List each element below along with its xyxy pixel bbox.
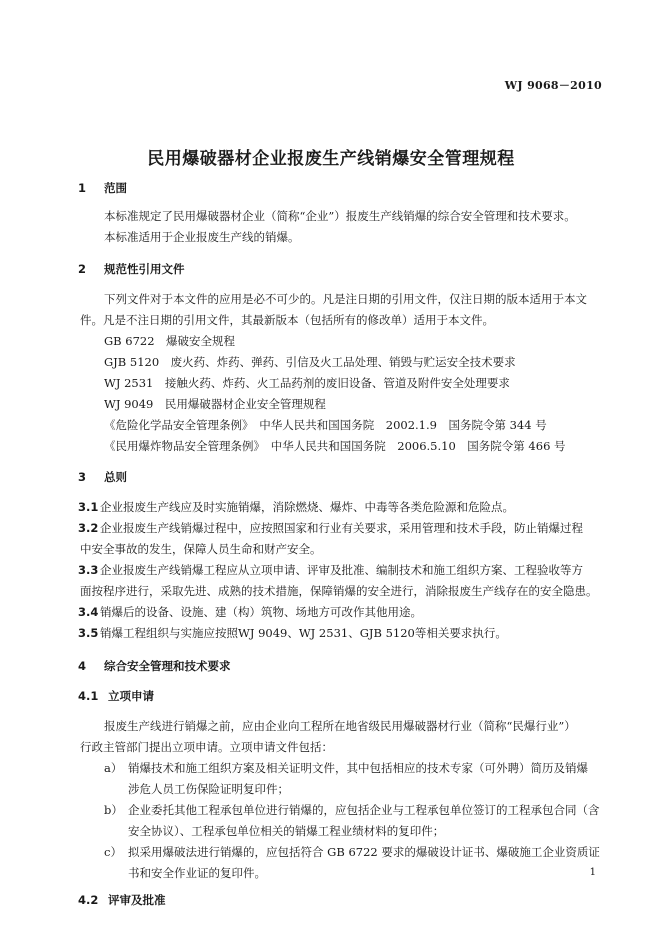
clause-text: 企业报废生产线应及时实施销爆，消除燃烧、爆炸、中毒等各类危险源和危险点。 bbox=[100, 500, 514, 514]
list-item-b bbox=[104, 802, 600, 818]
page-number: 1 bbox=[589, 867, 596, 878]
section-title: 总则 bbox=[104, 470, 127, 484]
section-4-heading bbox=[78, 658, 231, 674]
subsection-title: 立项申请 bbox=[108, 689, 154, 703]
paragraph-line: 件。凡是不注日期的引用文件，其最新版本（包括所有的修改单）适用于本文件。 bbox=[80, 313, 494, 327]
clause-number: 3.4 bbox=[78, 605, 99, 619]
list-marker: b） bbox=[104, 803, 123, 817]
list-item-text: 销爆技术和施工组织方案及相关证明文件，其中包括相应的技术专家（可外聘）简历及销爆 bbox=[128, 761, 588, 775]
clause-text: 销爆工程组织与实施应按照WJ 9049、WJ 2531、GJB 5120等相关要求执行。 bbox=[100, 626, 507, 640]
section-1-heading bbox=[78, 180, 127, 196]
reference-item: 《民用爆炸物品安全管理条例》 中华人民共和国国务院 2006.5.10 国务院令第 466 号 bbox=[104, 439, 566, 453]
clause-number: 3.5 bbox=[78, 626, 99, 640]
list-item-continued: 涉危人员工伤保险证明复印件； bbox=[128, 782, 289, 796]
reference-item: 《危险化学品安全管理条例》 中华人民共和国国务院 2002.1.9 国务院令第 344 号 bbox=[104, 418, 547, 432]
reference-item: GB 6722 爆破安全规程 bbox=[104, 334, 236, 348]
list-item-text: 拟采用爆破法进行销爆的，应包括符合 GB 6722 要求的爆破设计证书、爆破施工企业资质证 bbox=[128, 845, 600, 859]
section-number: 3 bbox=[78, 470, 87, 484]
reference-item: GJB 5120 废火药、炸药、弹药、引信及火工品处理、销毁与贮运安全技术要求 bbox=[104, 355, 516, 369]
list-item-text: 企业委托其他工程承包单位进行销爆的，应包括企业与工程承包单位签订的工程承包合同（含 bbox=[128, 803, 600, 817]
clause-number: 3.3 bbox=[78, 563, 99, 577]
list-item-continued: 安全协议）、工程承包单位相关的销爆工程业绩材料的复印件； bbox=[128, 824, 445, 838]
paragraph-line: 下列文件对于本文件的应用是必不可少的。凡是注日期的引用文件，仅注日期的版本适用于本文 bbox=[104, 292, 587, 306]
clause-3-1 bbox=[78, 499, 514, 515]
clause-3-3 bbox=[78, 562, 583, 578]
clause-3-4 bbox=[78, 604, 422, 620]
clause-3-5 bbox=[78, 625, 507, 641]
clause-number: 3.2 bbox=[78, 521, 99, 535]
clause-text-continued: 面按程序进行，采取先进、成熟的技术措施，保障销爆的安全进行，消除报废生产线存在的安全隐患。 bbox=[80, 584, 598, 598]
clause-text-continued: 中安全事故的发生，保障人员生命和财产安全。 bbox=[80, 542, 322, 556]
paragraph: 本标准规定了民用爆破器材企业（简称“企业”）报废生产线销爆的综合安全管理和技术要求。 bbox=[104, 209, 576, 223]
subsection-number: 4.2 bbox=[78, 893, 99, 907]
section-title: 规范性引用文件 bbox=[104, 262, 185, 276]
section-title: 综合安全管理和技术要求 bbox=[104, 659, 231, 673]
paragraph: 本标准适用于企业报废生产线的销爆。 bbox=[104, 230, 300, 244]
section-2-heading bbox=[78, 261, 185, 277]
list-item-continued: 书和安全作业证的复印件。 bbox=[128, 866, 266, 880]
standard-code: WJ 9068－2010 bbox=[504, 79, 602, 92]
clause-text: 企业报废生产线销爆工程应从立项申请、评审及批准、编制技术和施工组织方案、工程验收等方 bbox=[100, 563, 583, 577]
document-title: 民用爆破器材企业报废生产线销爆安全管理规程 bbox=[147, 149, 515, 169]
paragraph-line: 行政主管部门提出立项申请。立项申请文件包括： bbox=[80, 740, 333, 754]
list-marker: c） bbox=[104, 845, 122, 859]
list-marker: a） bbox=[104, 761, 123, 775]
reference-item: WJ 9049 民用爆破器材企业安全管理规程 bbox=[104, 397, 326, 411]
list-item-a bbox=[104, 760, 588, 776]
paragraph-line: 报废生产线进行销爆之前，应由企业向工程所在地省级民用爆破器材行业（简称“民爆行业”） bbox=[104, 719, 576, 733]
section-number: 1 bbox=[78, 181, 87, 195]
section-title: 范围 bbox=[104, 181, 127, 195]
list-item-c bbox=[104, 844, 600, 860]
reference-item: WJ 2531 接触火药、炸药、火工品药剂的废旧设备、管道及附件安全处理要求 bbox=[104, 376, 510, 390]
section-number: 4 bbox=[78, 659, 87, 673]
section-3-heading bbox=[78, 469, 127, 485]
subsection-title: 评审及批准 bbox=[108, 893, 166, 907]
clause-number: 3.1 bbox=[78, 500, 99, 514]
clause-3-2 bbox=[78, 520, 583, 536]
subsection-4-2-heading bbox=[78, 892, 166, 908]
clause-text: 销爆后的设备、设施、建（构）筑物、场地方可改作其他用途。 bbox=[100, 605, 422, 619]
section-number: 2 bbox=[78, 262, 87, 276]
clause-text: 企业报废生产线销爆过程中，应按照国家和行业有关要求，采用管理和技术手段，防止销爆过程 bbox=[100, 521, 583, 535]
subsection-4-1-heading bbox=[78, 688, 154, 704]
subsection-number: 4.1 bbox=[78, 689, 99, 703]
